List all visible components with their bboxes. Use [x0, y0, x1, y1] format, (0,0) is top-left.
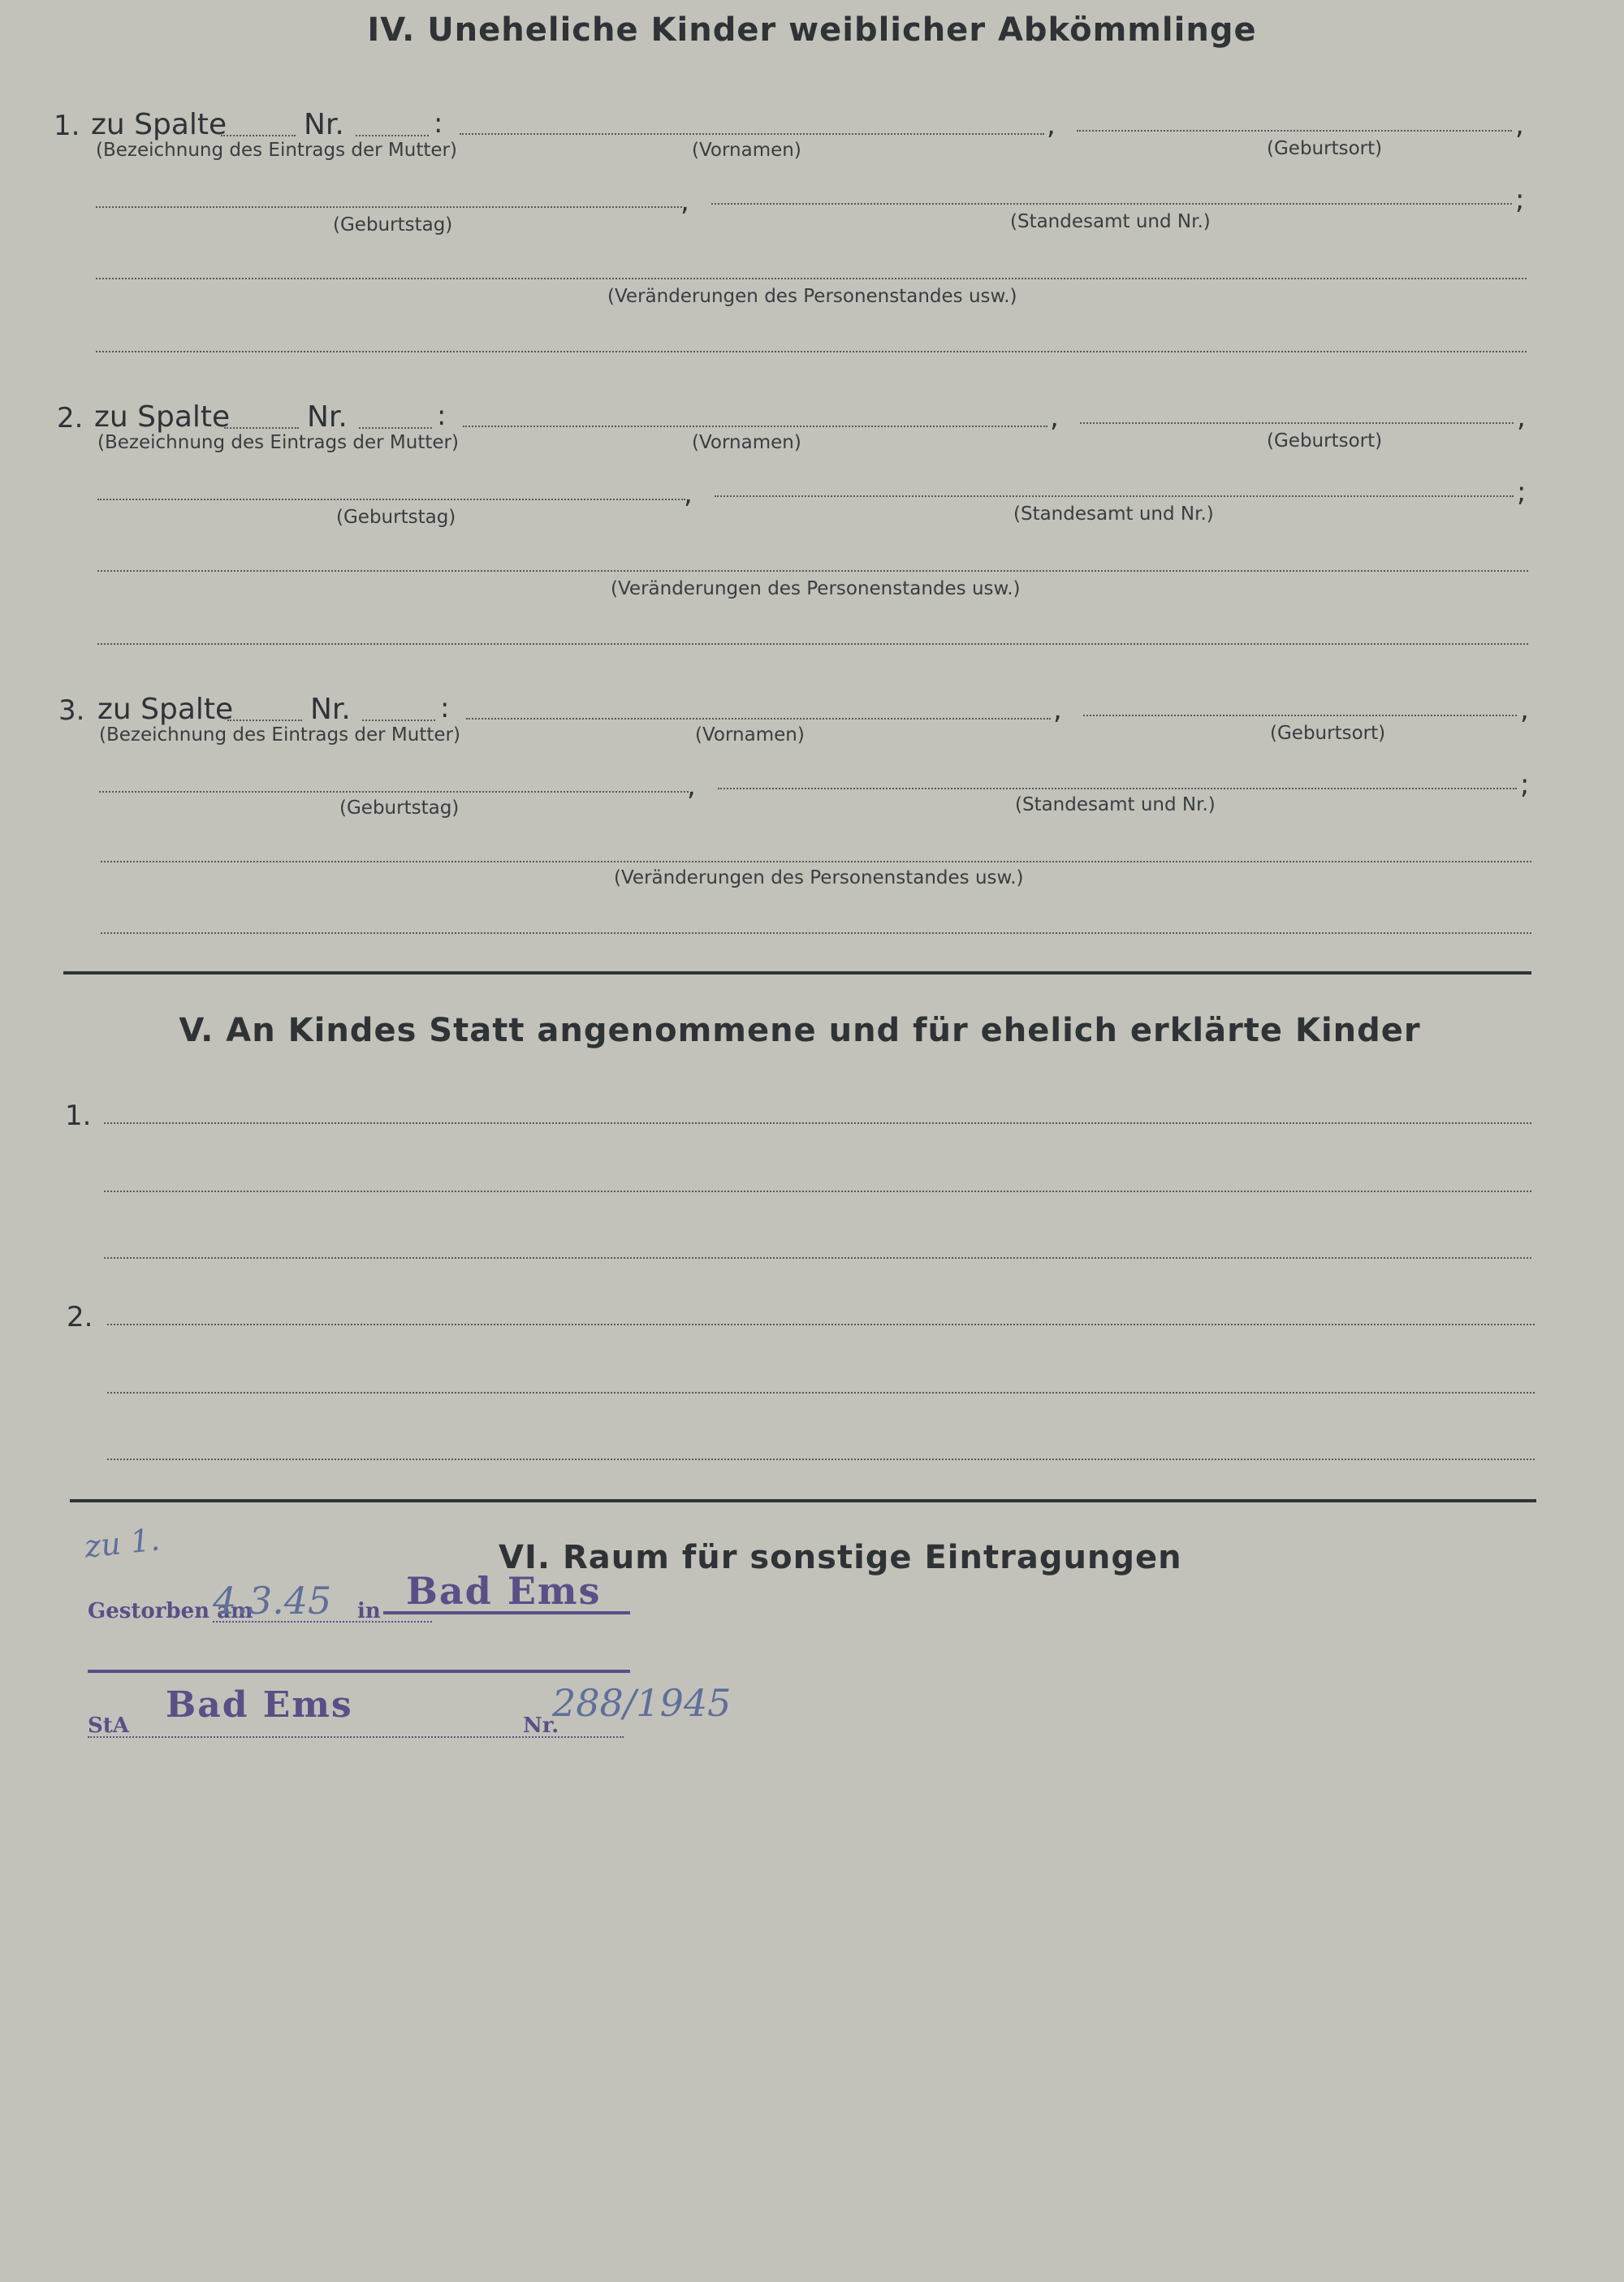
section-divider [70, 1499, 1536, 1502]
geburtsort-field[interactable] [1077, 130, 1512, 132]
stamp-nr-value: 288/1945 [552, 1681, 732, 1725]
spalte-field[interactable] [224, 427, 299, 429]
entry-number: 2. [57, 402, 84, 434]
nr-label: Nr. [310, 693, 351, 726]
section-v-entry-2-line-2[interactable] [107, 1392, 1535, 1394]
section-v-entry-2-line-3[interactable] [107, 1459, 1535, 1460]
section-v-entry-1-line-1[interactable] [104, 1122, 1531, 1124]
nr-label: Nr. [307, 400, 348, 434]
section-v-entry-1-line-3[interactable] [104, 1257, 1531, 1259]
section-divider [63, 971, 1531, 975]
caption-standesamt: (Standesamt und Nr.) [1015, 794, 1216, 815]
comma: , [1515, 109, 1524, 141]
veraenderungen-field[interactable] [96, 278, 1527, 279]
caption-geburtstag: (Geburtstag) [336, 507, 456, 528]
caption-standesamt: (Standesamt und Nr.) [1010, 211, 1211, 232]
section-v-entry-2-line-1[interactable] [107, 1324, 1535, 1325]
caption-geburtstag: (Geburtstag) [333, 214, 453, 236]
standesamt-field[interactable] [715, 495, 1514, 497]
caption-geburtsort: (Geburtsort) [1267, 430, 1383, 452]
caption-geburtsort: (Geburtsort) [1267, 138, 1383, 159]
nr-field[interactable] [362, 720, 435, 721]
stamp-died-date: 4.3.45 [213, 1579, 332, 1623]
zu-spalte-label: zu Spalte [91, 108, 227, 141]
section-v-entry-2-number: 2. [67, 1301, 93, 1333]
comma: , [1520, 694, 1529, 726]
section-v-entry-1-line-2[interactable] [104, 1191, 1531, 1192]
semicolon: ; [1515, 184, 1525, 216]
section-vi-title: VI. Raum für sonstige Eintragungen [499, 1539, 1182, 1576]
comma: , [684, 478, 693, 510]
stamp-divider-line [88, 1670, 630, 1673]
standesamt-field[interactable] [718, 788, 1517, 789]
geburtstag-field[interactable] [99, 791, 689, 793]
zu-spalte-label: zu Spalte [94, 400, 231, 434]
comma: , [680, 185, 689, 218]
geburtsort-field[interactable] [1080, 422, 1514, 424]
handwritten-reference: zu 1. [82, 1521, 162, 1565]
stamp-place-line [383, 1611, 630, 1614]
spalte-field[interactable] [221, 135, 296, 136]
caption-standesamt: (Standesamt und Nr.) [1013, 504, 1214, 525]
geburtsort-field[interactable] [1083, 715, 1517, 716]
semicolon: ; [1520, 768, 1530, 801]
veraenderungen-field[interactable] [97, 570, 1528, 572]
caption-mother-entry: (Bezeichnung des Eintrags der Mutter) [99, 724, 460, 746]
section-v-entry-1-number: 1. [65, 1100, 92, 1132]
caption-vornamen: (Vornamen) [692, 432, 801, 453]
stamp-registry-prefix: StA [88, 1714, 129, 1738]
section-v-title: V. An Kindes Statt angenommene und für ehelich erklärte Kinder [179, 1012, 1421, 1049]
colon: : [437, 400, 447, 432]
veraenderungen-field-2[interactable] [101, 932, 1531, 934]
zu-spalte-label: zu Spalte [97, 693, 234, 726]
geburtstag-field[interactable] [97, 499, 685, 500]
caption-mother-entry: (Bezeichnung des Eintrags der Mutter) [96, 140, 457, 161]
nr-label: Nr. [304, 108, 344, 141]
stamp-in-label: in [357, 1599, 381, 1623]
section-iv-entry-3 [0, 585, 1624, 958]
stamp-nr-label: Nr. [523, 1714, 559, 1738]
vornamen-field[interactable] [460, 133, 1044, 135]
caption-vornamen: (Vornamen) [692, 140, 801, 161]
death-registration-stamp [81, 1559, 732, 1746]
stamp-place: Bad Ems [406, 1569, 602, 1613]
spalte-field[interactable] [227, 720, 302, 721]
semicolon: ; [1517, 476, 1527, 508]
section-iv-title: IV. Uneheliche Kinder weiblicher Abkömmlinge [367, 11, 1257, 49]
standesamt-field[interactable] [711, 203, 1512, 205]
caption-vornamen: (Vornamen) [695, 724, 805, 746]
vornamen-field[interactable] [463, 426, 1047, 427]
colon: : [434, 107, 443, 140]
comma: , [1517, 401, 1526, 434]
caption-geburtstag: (Geburtstag) [339, 797, 460, 819]
entry-number: 1. [54, 110, 80, 142]
stamp-died-label: Gestorben am [88, 1599, 253, 1623]
stamp-registry-place: Bad Ems [166, 1684, 353, 1726]
caption-veraenderungen: (Veränderungen des Personenstandes usw.) [607, 286, 1017, 307]
geburtstag-field[interactable] [96, 206, 682, 208]
caption-veraenderungen: (Veränderungen des Personenstandes usw.) [614, 867, 1024, 888]
entry-number: 3. [58, 694, 85, 727]
caption-veraenderungen: (Veränderungen des Personenstandes usw.) [611, 578, 1021, 599]
comma: , [1047, 109, 1056, 141]
caption-geburtsort: (Geburtsort) [1270, 723, 1386, 744]
veraenderungen-field[interactable] [101, 861, 1531, 862]
caption-mother-entry: (Bezeichnung des Eintrags der Mutter) [97, 432, 459, 453]
comma: , [687, 770, 696, 802]
nr-field[interactable] [359, 427, 432, 429]
colon: : [440, 692, 450, 724]
nr-field[interactable] [356, 135, 429, 136]
vornamen-field[interactable] [466, 718, 1051, 720]
comma: , [1053, 694, 1062, 726]
comma: , [1050, 401, 1059, 434]
